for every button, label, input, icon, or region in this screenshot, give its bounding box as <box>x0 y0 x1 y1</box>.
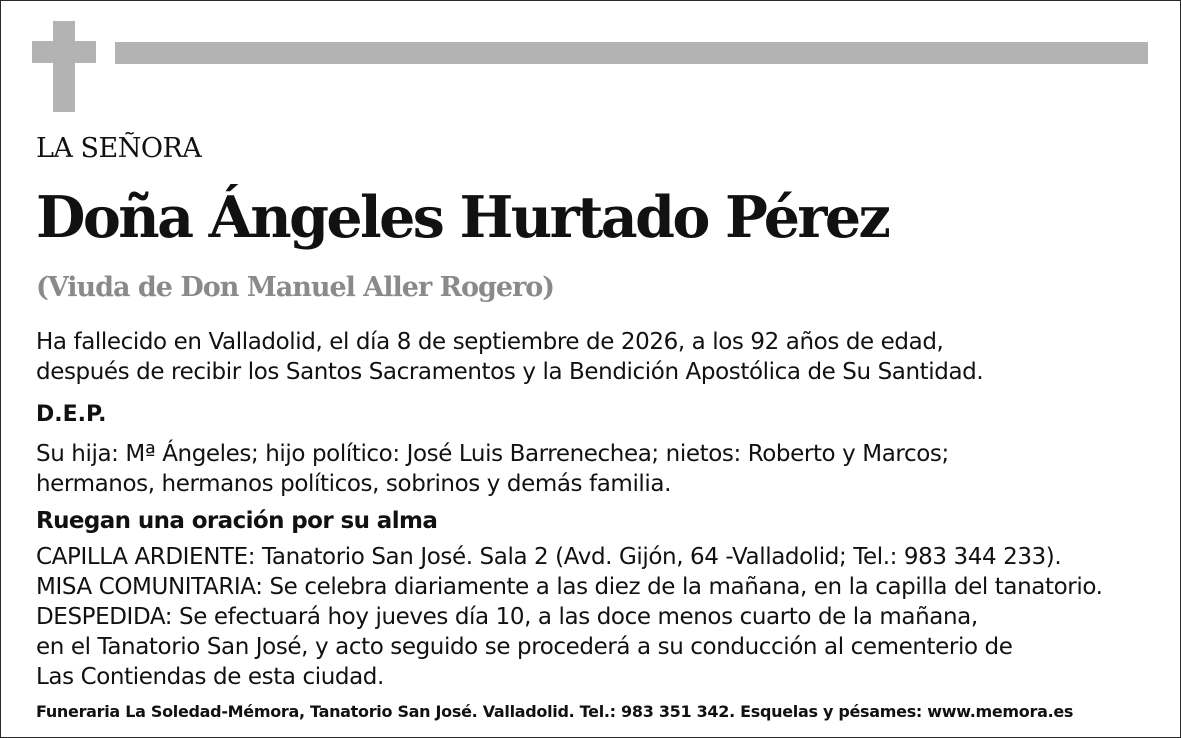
prayer-request: Ruegan una oración por su alma <box>36 508 438 534</box>
cross-icon <box>53 21 75 112</box>
announcement-line: después de recibir los Santos Sacramentos y la Bendición Apostólica de Su Santidad. <box>36 359 984 385</box>
dep-label: D.E.P. <box>36 402 107 427</box>
family-line: Su hija: Mª Ángeles; hijo político: José Luis Barrenechea; nietos: Roberto y Marcos; <box>36 441 949 467</box>
details-line: MISA COMUNITARIA: Se celebra diariamente a las diez de la mañana, en la capilla del tanatorio. <box>36 574 1103 600</box>
deceased-name: Doña Ángeles Hurtado Pérez <box>36 184 889 251</box>
details-line: en el Tanatorio San José, y acto seguido se procederá a su conducción al cementerio de <box>36 634 1013 660</box>
details-line: CAPILLA ARDIENTE: Tanatorio San José. Sala 2 (Avd. Gijón, 64 -Valladolid; Tel.: 983 344 233). <box>36 544 1062 570</box>
announcement-line: Ha fallecido en Valladolid, el día 8 de septiembre de 2026, a los 92 años de edad, <box>36 329 944 355</box>
title-prefix: LA SEÑORA <box>36 133 202 164</box>
family-line: hermanos, hermanos políticos, sobrinos y demás familia. <box>36 471 672 497</box>
header-rule <box>115 42 1148 64</box>
details-line: DESPEDIDA: Se efectuará hoy jueves día 10, a las doce menos cuarto de la mañana, <box>36 604 978 630</box>
details-line: Las Contiendas de esta ciudad. <box>36 664 384 690</box>
widow-subtitle: (Viuda de Don Manuel Aller Rogero) <box>36 272 555 303</box>
footer-funeral-home: Funeraria La Soledad-Mémora, Tanatorio San José. Valladolid. Tel.: 983 351 342. Esquelas y pésames: www.memora.es <box>36 702 1074 721</box>
details-text <box>36 542 1103 692</box>
cross-icon-bar <box>32 41 96 63</box>
family-text <box>36 439 949 499</box>
announcement-text <box>36 327 983 387</box>
